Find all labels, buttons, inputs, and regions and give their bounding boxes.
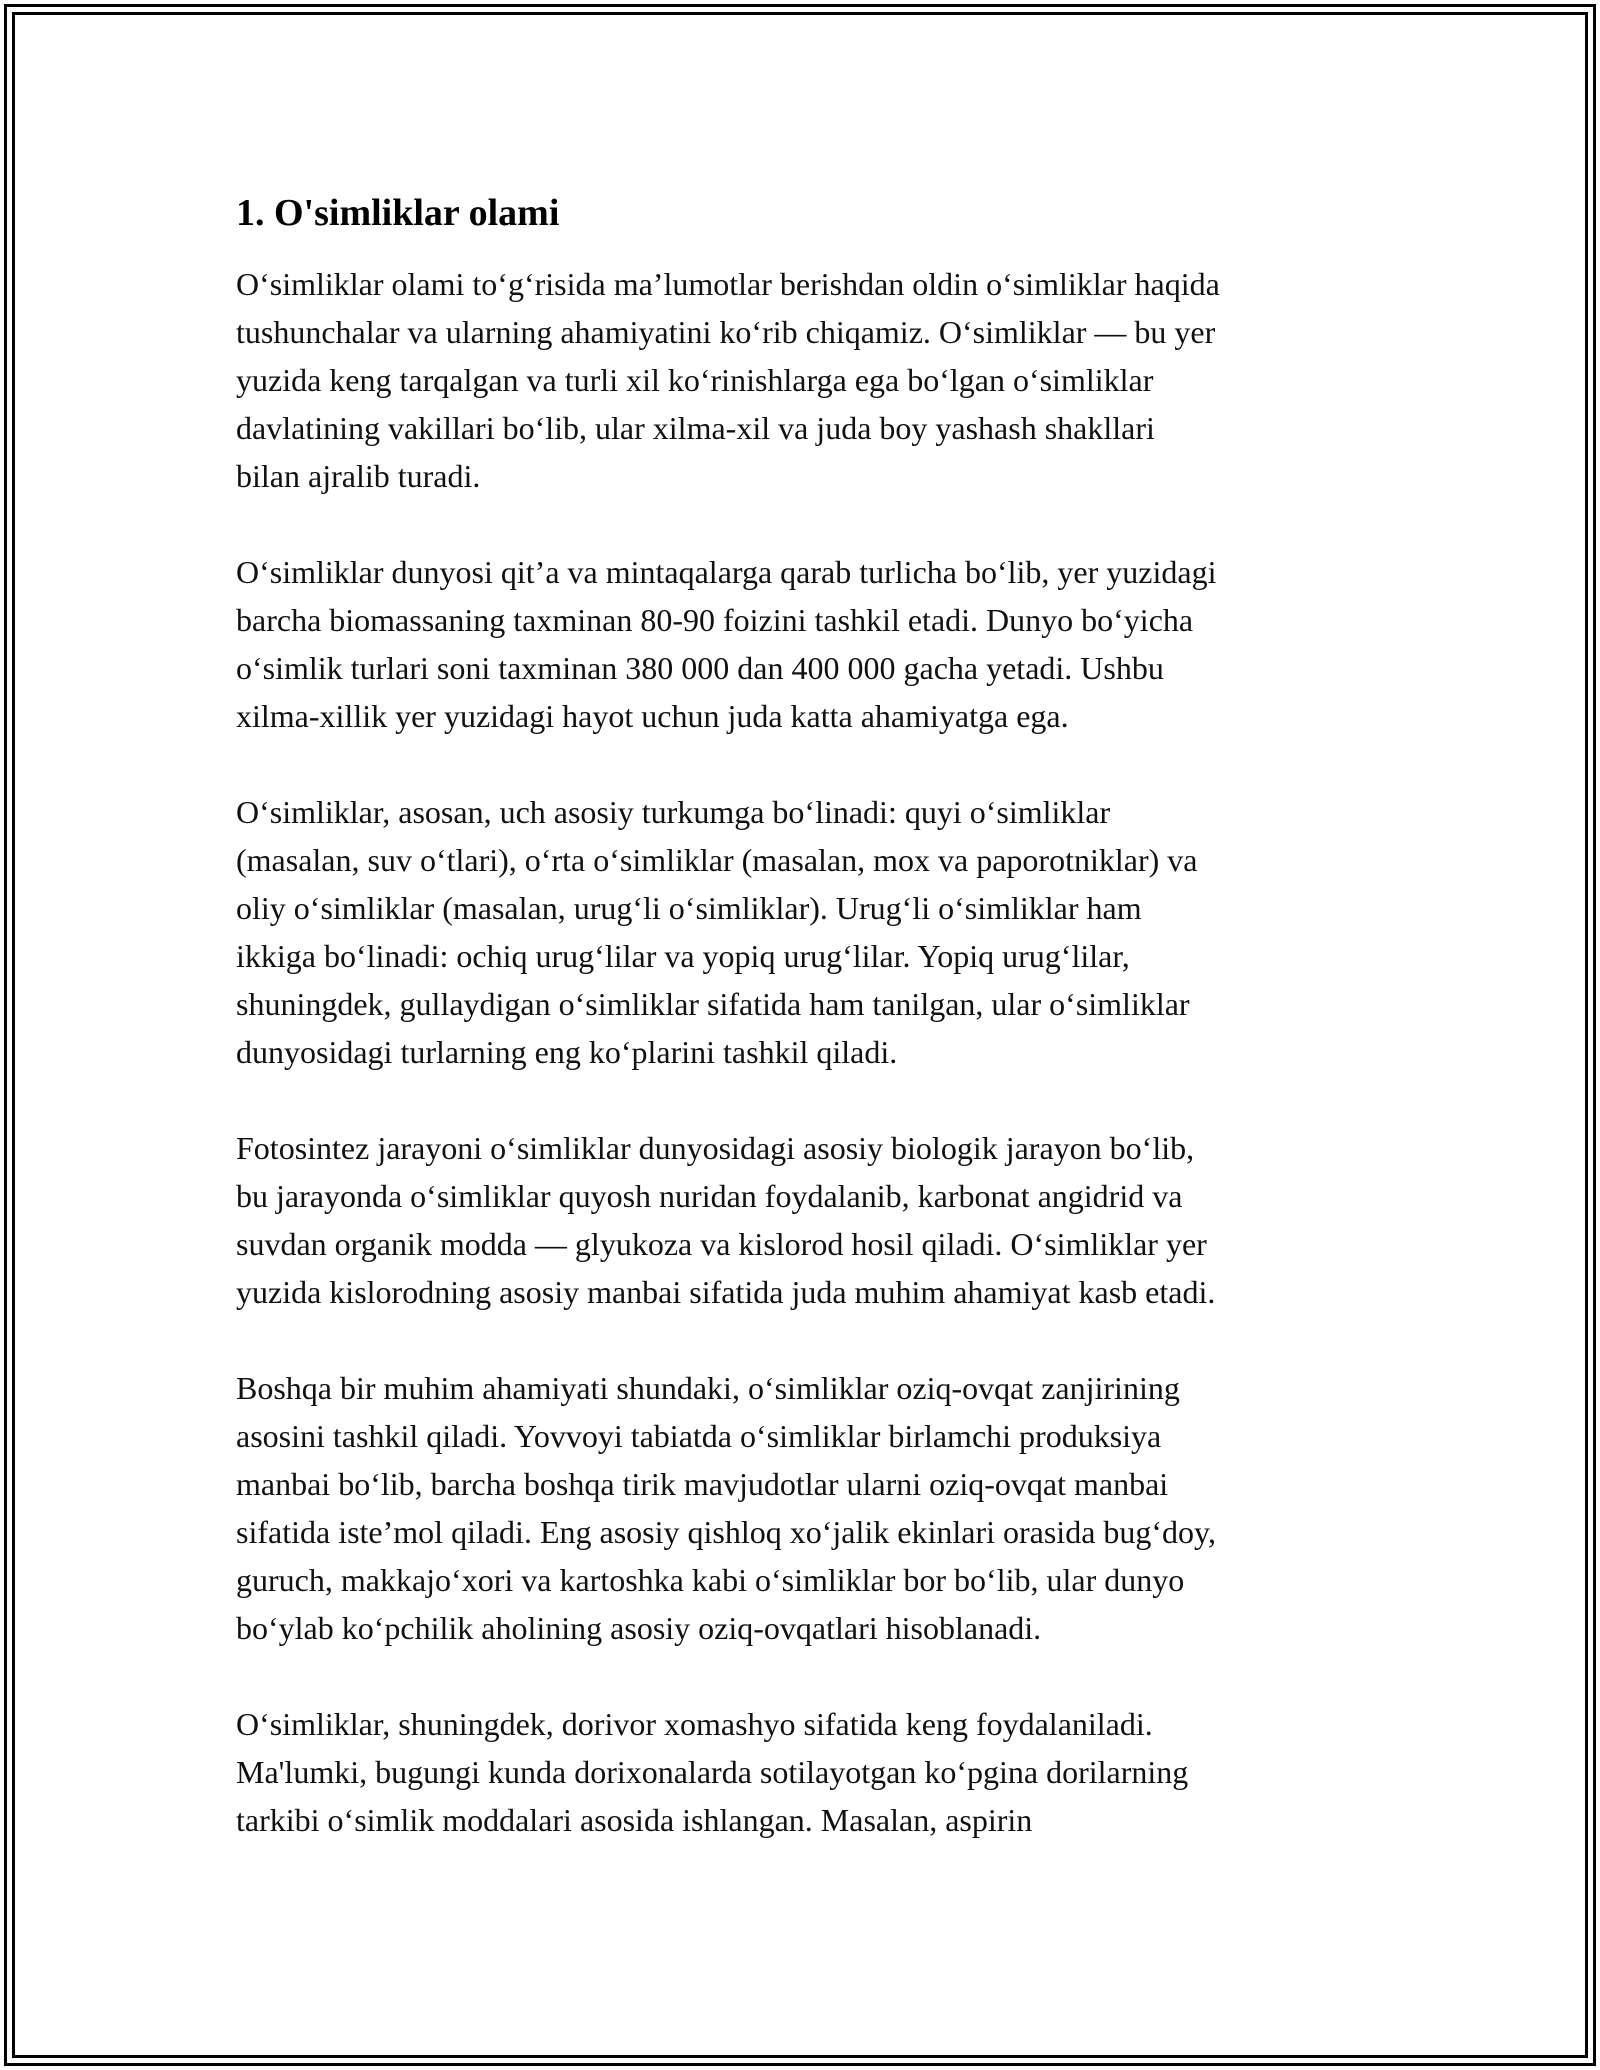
paragraph-3	[236, 788, 1376, 1076]
text-line: bo‘ylab ko‘pchilik aholining asosiy oziq-ovqatlari hisoblanadi.	[236, 1610, 1042, 1646]
text-line: tarkibi o‘simlik moddalari asosida ishlangan. Masalan, aspirin	[236, 1802, 1033, 1838]
text-line: bu jarayonda o‘simliklar quyosh nuridan foydalanib, karbonat angidrid va	[236, 1178, 1183, 1214]
text-line: dunyosidagi turlarning eng ko‘plarini tashkil qiladi.	[236, 1034, 898, 1070]
text-line: suvdan organik modda — glyukoza va kislorod hosil qiladi. O‘simliklar yer	[236, 1226, 1207, 1262]
text-line: tushunchalar va ularning ahamiyatini ko‘rib chiqamiz. O‘simliklar — bu yer	[236, 314, 1216, 350]
document-body	[236, 186, 1376, 1892]
text-line: Ma'lumki, bugungi kunda dorixonalarda sotilayotgan ko‘pgina dorilarning	[236, 1754, 1189, 1790]
text-line: (masalan, suv o‘tlari), o‘rta o‘simliklar (masalan, mox va paporotniklar) va	[236, 842, 1198, 878]
text-line: shuningdek, gullaydigan o‘simliklar sifatida ham tanilgan, ular o‘simliklar	[236, 986, 1190, 1022]
paragraph-1	[236, 260, 1376, 500]
text-line: barcha biomassaning taxminan 80-90 foizini tashkil etadi. Dunyo bo‘yicha	[236, 602, 1194, 638]
text-line: guruch, makkajo‘xori va kartoshka kabi o‘simliklar bor bo‘lib, ular dunyo	[236, 1562, 1185, 1598]
page-title: 1. O'simliklar olami	[236, 192, 560, 234]
text-line: Fotosintez jarayoni o‘simliklar dunyosidagi asosiy biologik jarayon bo‘lib,	[236, 1130, 1195, 1166]
text-line: o‘simlik turlari soni taxminan 380 000 dan 400 000 gacha yetadi. Ushbu	[236, 650, 1164, 686]
text-line: sifatida iste’mol qiladi. Eng asosiy qishloq xo‘jalik ekinlari orasida bug‘doy,	[236, 1514, 1216, 1550]
text-line: davlatining vakillari bo‘lib, ular xilma-xil va juda boy yashash shakllari	[236, 410, 1155, 446]
text-line: ikkiga bo‘linadi: ochiq urug‘lilar va yopiq urug‘lilar. Yopiq urug‘lilar,	[236, 938, 1130, 974]
text-line: Boshqa bir muhim ahamiyati shundaki, o‘simliklar oziq-ovqat zanjirining	[236, 1370, 1180, 1406]
text-line: O‘simliklar dunyosi qit’a va mintaqalarga qarab turlicha bo‘lib, yer yuzidagi	[236, 554, 1217, 590]
paragraph-2	[236, 548, 1376, 740]
text-line: O‘simliklar, shuningdek, dorivor xomashyo sifatida keng foydalaniladi.	[236, 1706, 1153, 1742]
text-line: O‘simliklar olami to‘g‘risida ma’lumotlar berishdan oldin o‘simliklar haqida	[236, 266, 1220, 302]
text-line: yuzida keng tarqalgan va turli xil ko‘rinishlarga ega bo‘lgan o‘simliklar	[236, 362, 1154, 398]
text-line: manbai bo‘lib, barcha boshqa tirik mavjudotlar ularni oziq-ovqat manbai	[236, 1466, 1169, 1502]
text-line: bilan ajralib turadi.	[236, 458, 481, 494]
text-line: oliy o‘simliklar (masalan, urug‘li o‘simliklar). Urug‘li o‘simliklar ham	[236, 890, 1142, 926]
text-line: yuzida kislorodning asosiy manbai sifatida juda muhim ahamiyat kasb etadi.	[236, 1274, 1216, 1310]
text-line: xilma-xillik yer yuzidagi hayot uchun juda katta ahamiyatga ega.	[236, 698, 1069, 734]
paragraph-4	[236, 1124, 1376, 1316]
text-line: O‘simliklar, asosan, uch asosiy turkumga bo‘linadi: quyi o‘simliklar	[236, 794, 1111, 830]
text-line: asosini tashkil qiladi. Yovvoyi tabiatda o‘simliklar birlamchi produksiya	[236, 1418, 1162, 1454]
paragraph-6	[236, 1700, 1376, 1844]
paragraph-5	[236, 1364, 1376, 1652]
